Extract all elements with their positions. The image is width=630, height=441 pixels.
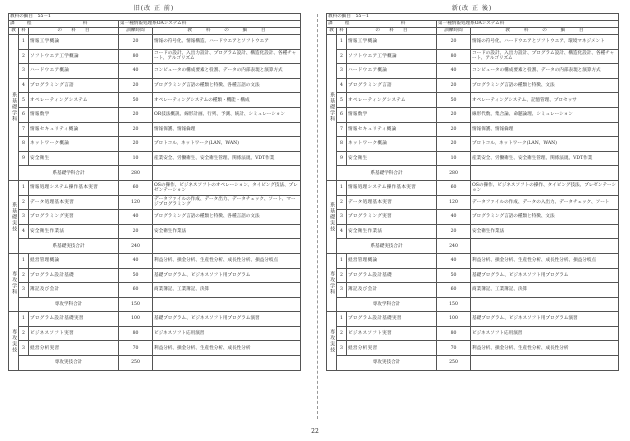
subject-row: [9, 137, 301, 152]
subject-number: 1: [19, 253, 29, 268]
subject-number: 1: [337, 35, 347, 50]
subject-number: 7: [19, 122, 29, 137]
subject-name: プログラミング実習: [347, 210, 437, 225]
subject-detail: 情報の符号化、情報構造、ハードウエアとソフトウエア: [153, 35, 301, 50]
subtotal-label: 系基礎実技合計: [19, 239, 119, 254]
subject-number: 2: [19, 49, 29, 64]
hours-header: 訓練時間: [119, 28, 153, 35]
subject-detail: プログラミング言語の種類と特徴、文法: [471, 210, 619, 225]
subject-row: [327, 253, 619, 268]
subject-number: 6: [19, 107, 29, 122]
subject-row: [9, 180, 301, 195]
training-hours: 40: [119, 64, 153, 79]
old-version-panel: [8, 5, 300, 371]
header-char: の: [375, 28, 380, 34]
subtotal-hours: 280: [437, 166, 471, 181]
program-header-row: [327, 21, 619, 28]
training-hours: 60: [437, 180, 471, 195]
subject-row: [9, 151, 301, 166]
subject-detail: 商業簿記、工業簿記、決算: [471, 283, 619, 298]
subject-row: [9, 341, 301, 356]
header-char: の: [57, 28, 62, 34]
training-hours: 120: [437, 195, 471, 210]
training-hours: 20: [119, 122, 153, 137]
subject-row: [9, 210, 301, 225]
subject-number: 9: [337, 151, 347, 166]
program-label-cell: [327, 21, 437, 28]
subtotal-row: [327, 297, 619, 312]
course-code: 55－1: [37, 14, 51, 20]
hours-header: 訓練時間: [437, 28, 471, 35]
subject-number: 3: [19, 64, 29, 79]
subject-row: [327, 78, 619, 93]
subject-name: 簿記及び会計: [347, 283, 437, 298]
subject-detail: データファイルの作成、データ出力、データチェック、ソート、マージプログラミング: [153, 195, 301, 210]
subject-number: 3: [337, 64, 347, 79]
subtotal-label: 系基礎学科合計: [337, 166, 437, 181]
subject-number: 4: [337, 224, 347, 239]
subject-name: ハードウエア概論: [29, 64, 119, 79]
program-name: 第一種情報処理系OAシステム科: [437, 21, 619, 28]
subject-row: [327, 64, 619, 79]
subject-name: データ処理基本実習: [347, 195, 437, 210]
header-char: 目: [85, 28, 90, 34]
header-char: 目: [579, 28, 584, 34]
subject-name: 経営管理概論: [347, 253, 437, 268]
subject-row: [9, 122, 301, 137]
subject-detail: データファイルの作成、データの入出力、データチェック、ソート: [471, 195, 619, 210]
column-header-row: [327, 28, 619, 35]
subject-row: [9, 253, 301, 268]
subject-name: 安全衛生: [347, 151, 437, 166]
subtotal-row: [9, 356, 301, 371]
subject-number: 2: [19, 268, 29, 283]
subject-name: ネットワーク概論: [347, 137, 437, 152]
subject-number: 2: [337, 49, 347, 64]
subtotal-label: 専攻実技合計: [19, 356, 119, 371]
subject-row: [9, 224, 301, 239]
subtotal-label: 専攻学科合計: [337, 297, 437, 312]
subject-row: [327, 151, 619, 166]
training-hours: 100: [119, 312, 153, 327]
subject-detail: プログラミング言語の種類と特徴、各種言語の文法: [153, 78, 301, 93]
column-header-row: [9, 28, 301, 35]
page-number: 22: [311, 428, 319, 435]
subject-number: 1: [337, 253, 347, 268]
subject-detail: 産業安全、労働衛生、安全衛生管理、関係法規、VDT作業: [471, 151, 619, 166]
training-hours: 40: [437, 64, 471, 79]
subject-number: 7: [337, 122, 347, 137]
training-hours: 10: [119, 151, 153, 166]
subtotal-row: [9, 239, 301, 254]
subject-row: [9, 64, 301, 79]
subject-row: [327, 107, 619, 122]
course-label-cell: [9, 14, 301, 21]
header-char: 科: [19, 28, 29, 35]
subject-number: 1: [19, 312, 29, 327]
subject-detail: ビジネスソフト応用演習: [471, 326, 619, 341]
training-hours: 60: [119, 180, 153, 195]
subject-number: 4: [19, 224, 29, 239]
subject-number: 3: [337, 341, 347, 356]
subject-detail: OR技法概説、線形計画、行列、予測、統計、シミュレーション: [153, 107, 301, 122]
header-char: 程: [344, 21, 351, 27]
subject-detail: 利益分析、損金分析、生産性分析、成長性分析: [153, 341, 301, 356]
subject-detail: オペレーティングシステム、記憶管理、プロセッサ: [471, 93, 619, 108]
subject-number: 8: [19, 137, 29, 152]
subject-row: [327, 341, 619, 356]
header-char: 科: [82, 21, 89, 27]
subject-row: [9, 283, 301, 298]
subject-number: 3: [19, 341, 29, 356]
subject-name: 情報セキュリティ概論: [29, 122, 119, 137]
subtotal-blank: [471, 239, 619, 254]
program-name: 第一種情報処理系OAシステム科: [119, 21, 301, 28]
training-hours: 50: [437, 268, 471, 283]
subject-detail: 利益分析、損金分析、生産性分析、成長性分析、損益分岐点: [153, 253, 301, 268]
subject-row: [9, 268, 301, 283]
subject-name: ソフトウエア工学概論: [347, 49, 437, 64]
subject-row: [9, 195, 301, 210]
training-hours: 10: [437, 151, 471, 166]
subtotal-blank: [471, 297, 619, 312]
subtotal-row: [327, 239, 619, 254]
header-char: 課: [10, 21, 16, 27]
subject-row: [9, 326, 301, 341]
subtotal-hours: 240: [437, 239, 471, 254]
training-hours: 20: [119, 35, 153, 50]
subject-detail: ビジネスソフト応用演習: [153, 326, 301, 341]
training-hours: 20: [437, 35, 471, 50]
training-hours: 50: [119, 268, 153, 283]
subject-detail: 商業簿記、工業簿記、決算: [153, 283, 301, 298]
subject-header: [29, 28, 119, 35]
subject-name: オペレーティングシステム: [29, 93, 119, 108]
subject-name: プログラミング言語: [29, 78, 119, 93]
subtotal-blank: [153, 297, 301, 312]
training-hours: 60: [437, 283, 471, 298]
subject-row: [327, 210, 619, 225]
subtotal-blank: [153, 166, 301, 181]
training-hours: 70: [119, 341, 153, 356]
training-hours: 40: [119, 210, 153, 225]
subject-number: 2: [19, 326, 29, 341]
subject-detail: 安全衛生作業法: [153, 224, 301, 239]
subtotal-blank: [471, 166, 619, 181]
program-header-row: [9, 21, 301, 28]
group-label: 専攻実技: [327, 312, 337, 370]
subject-number: 8: [337, 137, 347, 152]
subject-header: [347, 28, 437, 35]
subject-name: 情報処理システム操作基本実習: [347, 180, 437, 195]
subject-row: [9, 78, 301, 93]
group-label: 専攻実技: [9, 312, 19, 370]
subject-name: プログラム設計基礎: [347, 268, 437, 283]
group-label: 専攻学科: [9, 253, 19, 311]
subject-row: [327, 49, 619, 64]
subject-number: 4: [19, 78, 29, 93]
training-hours: 40: [119, 253, 153, 268]
subject-name: 経営管理概論: [29, 253, 119, 268]
course-label: 教科の細目: [10, 14, 33, 20]
subtotal-hours: 150: [437, 297, 471, 312]
subject-detail: プロトコル、ネットワーク(LAN、WAN): [153, 137, 301, 152]
subject-number: 5: [19, 93, 29, 108]
subject-number: 1: [19, 35, 29, 50]
subject-detail: コードの設計、入出力設計、プログラム設計、構造化設計、各種チャート、アルゴリズム: [471, 49, 619, 64]
center-divider: [317, 14, 318, 419]
group-label: 系基礎実技: [9, 180, 19, 253]
training-hours: 120: [119, 195, 153, 210]
subject-name: プログラム設計基礎: [29, 268, 119, 283]
subject-number: 2: [337, 326, 347, 341]
group-label: 系基礎学科: [9, 35, 19, 181]
subject-name: プログラミング実習: [29, 210, 119, 225]
training-hours: 20: [437, 137, 471, 152]
training-hours: 100: [437, 312, 471, 327]
header-char: 目: [261, 28, 266, 34]
subject-row: [9, 49, 301, 64]
subject-row: [327, 268, 619, 283]
subject-detail: OSの操作、ビジネスソフトのオペレーション、タイピング技法、プレゼンテーション: [153, 180, 301, 195]
training-hours: 20: [437, 122, 471, 137]
subject-name: ネットワーク概論: [29, 137, 119, 152]
subtotal-row: [9, 166, 301, 181]
subtotal-label: 系基礎実技合計: [337, 239, 437, 254]
subject-detail: 基礎プログラム、ビジネスソフト用プログラム演習: [153, 312, 301, 327]
subject-name: ハードウエア概論: [347, 64, 437, 79]
subject-name: 情報工学概論: [347, 35, 437, 50]
subject-row: [327, 326, 619, 341]
subtotal-label: 専攻学科合計: [19, 297, 119, 312]
course-header-row: [9, 14, 301, 21]
subject-detail: 基礎プログラム、ビジネスソフト用プログラム演習: [471, 312, 619, 327]
subtotal-hours: 250: [119, 356, 153, 371]
subtotal-hours: 240: [119, 239, 153, 254]
header-char: 細: [560, 28, 566, 34]
subject-name: 情報処理システム操作基本実習: [29, 180, 119, 195]
subject-row: [327, 224, 619, 239]
training-hours: 20: [119, 78, 153, 93]
subject-name: ビジネスソフト実習: [347, 326, 437, 341]
subject-detail: 利益分析、損金分析、生産性分析、成長性分析、損益分岐点: [471, 253, 619, 268]
detail-header: [471, 28, 619, 35]
subject-number: 1: [19, 180, 29, 195]
header-char: の: [224, 28, 229, 34]
subject-name: 情報数学: [347, 107, 437, 122]
subject-number: 1: [337, 312, 347, 327]
subtotal-row: [9, 297, 301, 312]
subject-name: 安全衛生: [29, 151, 119, 166]
subject-detail: OSの操作、ビジネスソフトの操作、タイピング技法、プレゼンテーション: [471, 180, 619, 195]
subject-number: 3: [337, 210, 347, 225]
group-label: 系基礎実技: [327, 180, 337, 253]
subject-name: 情報セキュリティ概論: [347, 122, 437, 137]
header-char: 細: [242, 28, 248, 34]
header-char: 科: [400, 21, 407, 27]
subject-number: 1: [337, 180, 347, 195]
subject-row: [9, 107, 301, 122]
subject-detail: 情報の符号化、ハードウエアとソフトウエア、環境マネジメント: [471, 35, 619, 50]
subject-detail: 情報保護、情報倫理: [153, 122, 301, 137]
curriculum-table: [326, 13, 619, 371]
subject-name: 簿記及び会計: [29, 283, 119, 298]
subject-detail: コンピュータの構成要素と役割、データの内部表現と演算方式: [153, 64, 301, 79]
subject-detail: 利益分析、損金分析、生産性分析、成長性分析: [471, 341, 619, 356]
subject-row: [327, 137, 619, 152]
training-hours: 80: [437, 49, 471, 64]
header-char: 教: [187, 28, 193, 34]
subject-number: 2: [19, 195, 29, 210]
training-hours: 70: [437, 341, 471, 356]
training-hours: 60: [119, 283, 153, 298]
course-code: 55－1: [355, 14, 369, 20]
panel-title: 新(改 正 後): [451, 5, 493, 12]
subject-name: プログラム設計基礎実習: [347, 312, 437, 327]
program-label-cell: [9, 21, 119, 28]
subject-detail: 基礎プログラム、ビジネスソフト用プログラム: [153, 268, 301, 283]
header-char: 程: [26, 21, 33, 27]
subject-row: [9, 93, 301, 108]
subject-row: [327, 180, 619, 195]
subtotal-hours: 250: [437, 356, 471, 371]
subject-detail: 基礎プログラム、ビジネスソフト用プログラム: [471, 268, 619, 283]
subject-row: [327, 195, 619, 210]
subject-number: 2: [337, 195, 347, 210]
subject-number: 3: [337, 283, 347, 298]
subtotal-blank: [153, 356, 301, 371]
subject-row: [327, 35, 619, 50]
subject-row: [327, 283, 619, 298]
subtotal-label: 系基礎学科合計: [19, 166, 119, 181]
subtotal-blank: [153, 239, 301, 254]
header-char: 課: [328, 21, 334, 27]
training-hours: 40: [437, 210, 471, 225]
subtotal-label: 専攻実技合計: [337, 356, 437, 371]
subject-detail: 情報保護、情報倫理: [471, 122, 619, 137]
subtotal-hours: 280: [119, 166, 153, 181]
subject-name: データ処理基本実習: [29, 195, 119, 210]
subtotal-blank: [471, 356, 619, 371]
subject-name: 経営分析実習: [347, 341, 437, 356]
subject-detail: オペレーティングシステムの種類・機能・構成: [153, 93, 301, 108]
subject-detail: コードの設計、入出力設計、プログラム設計、構造化設計、各種チャート、アルゴリズム: [153, 49, 301, 64]
subtotal-row: [327, 166, 619, 181]
subject-row: [9, 312, 301, 327]
subject-name: 情報工学概論: [29, 35, 119, 50]
subject-row: [327, 93, 619, 108]
subject-number: 9: [19, 151, 29, 166]
training-hours: 20: [437, 224, 471, 239]
subject-number: 3: [19, 283, 29, 298]
header-char: 教: [9, 28, 19, 35]
subject-detail: プロトコル、ネットワーク(LAN、WAN): [471, 137, 619, 152]
subject-name: ビジネスソフト実習: [29, 326, 119, 341]
subject-number: 4: [337, 78, 347, 93]
subject-name: プログラミング言語: [347, 78, 437, 93]
subject-detail: 線形代数、集合論、命題論理、シミュレーション: [471, 107, 619, 122]
header-char: 科: [337, 28, 347, 35]
training-hours: 80: [437, 326, 471, 341]
subject-row: [327, 312, 619, 327]
header-char: 科: [205, 28, 211, 34]
subject-row: [327, 122, 619, 137]
training-hours: 80: [119, 326, 153, 341]
subject-number: 2: [337, 268, 347, 283]
subject-detail: プログラミング言語の種類と特徴、各種言語の文法: [153, 210, 301, 225]
group-label: 系基礎学科: [327, 35, 337, 181]
training-hours: 80: [119, 49, 153, 64]
course-header-row: [327, 14, 619, 21]
training-hours: 20: [119, 107, 153, 122]
header-char: の: [542, 28, 547, 34]
header-char: 教: [327, 28, 337, 35]
panel-title: 旧(改 正 前): [133, 5, 175, 12]
subject-detail: プログラミング言語の種類と特徴、文法: [471, 78, 619, 93]
header-char: 科: [389, 28, 394, 34]
group-label: 専攻学科: [327, 253, 337, 311]
header-char: 教: [505, 28, 511, 34]
training-hours: 20: [119, 224, 153, 239]
subject-name: ソフトウエア工学概論: [29, 49, 119, 64]
training-hours: 20: [437, 107, 471, 122]
subject-name: オペレーティングシステム: [347, 93, 437, 108]
header-char: 目: [403, 28, 408, 34]
subtotal-hours: 150: [119, 297, 153, 312]
subject-name: 安全衛生作業法: [347, 224, 437, 239]
course-label-cell: [327, 14, 619, 21]
subject-row: [9, 35, 301, 50]
subject-number: 6: [337, 107, 347, 122]
curriculum-table: [8, 13, 301, 371]
subject-name: 情報数学: [29, 107, 119, 122]
training-hours: 20: [437, 78, 471, 93]
training-hours: 40: [437, 253, 471, 268]
subject-name: 安全衛生作業法: [29, 224, 119, 239]
header-char: 科: [71, 28, 76, 34]
detail-header: [153, 28, 301, 35]
subject-name: プログラム設計基礎実習: [29, 312, 119, 327]
subtotal-row: [327, 356, 619, 371]
subject-number: 5: [337, 93, 347, 108]
course-label: 教科の細目: [328, 14, 351, 20]
subject-name: 経営分析実習: [29, 341, 119, 356]
training-hours: 50: [437, 93, 471, 108]
subject-detail: 安全衛生作業法: [471, 224, 619, 239]
new-version-panel: [326, 5, 618, 371]
subject-number: 3: [19, 210, 29, 225]
training-hours: 50: [119, 93, 153, 108]
training-hours: 20: [119, 137, 153, 152]
subject-detail: 産業安全、労働衛生、安全衛生管理、関係法規、VDT作業: [153, 151, 301, 166]
header-char: 科: [523, 28, 529, 34]
subject-detail: コンピュータの構成要素と役割、データの内部表現と演算方式: [471, 64, 619, 79]
